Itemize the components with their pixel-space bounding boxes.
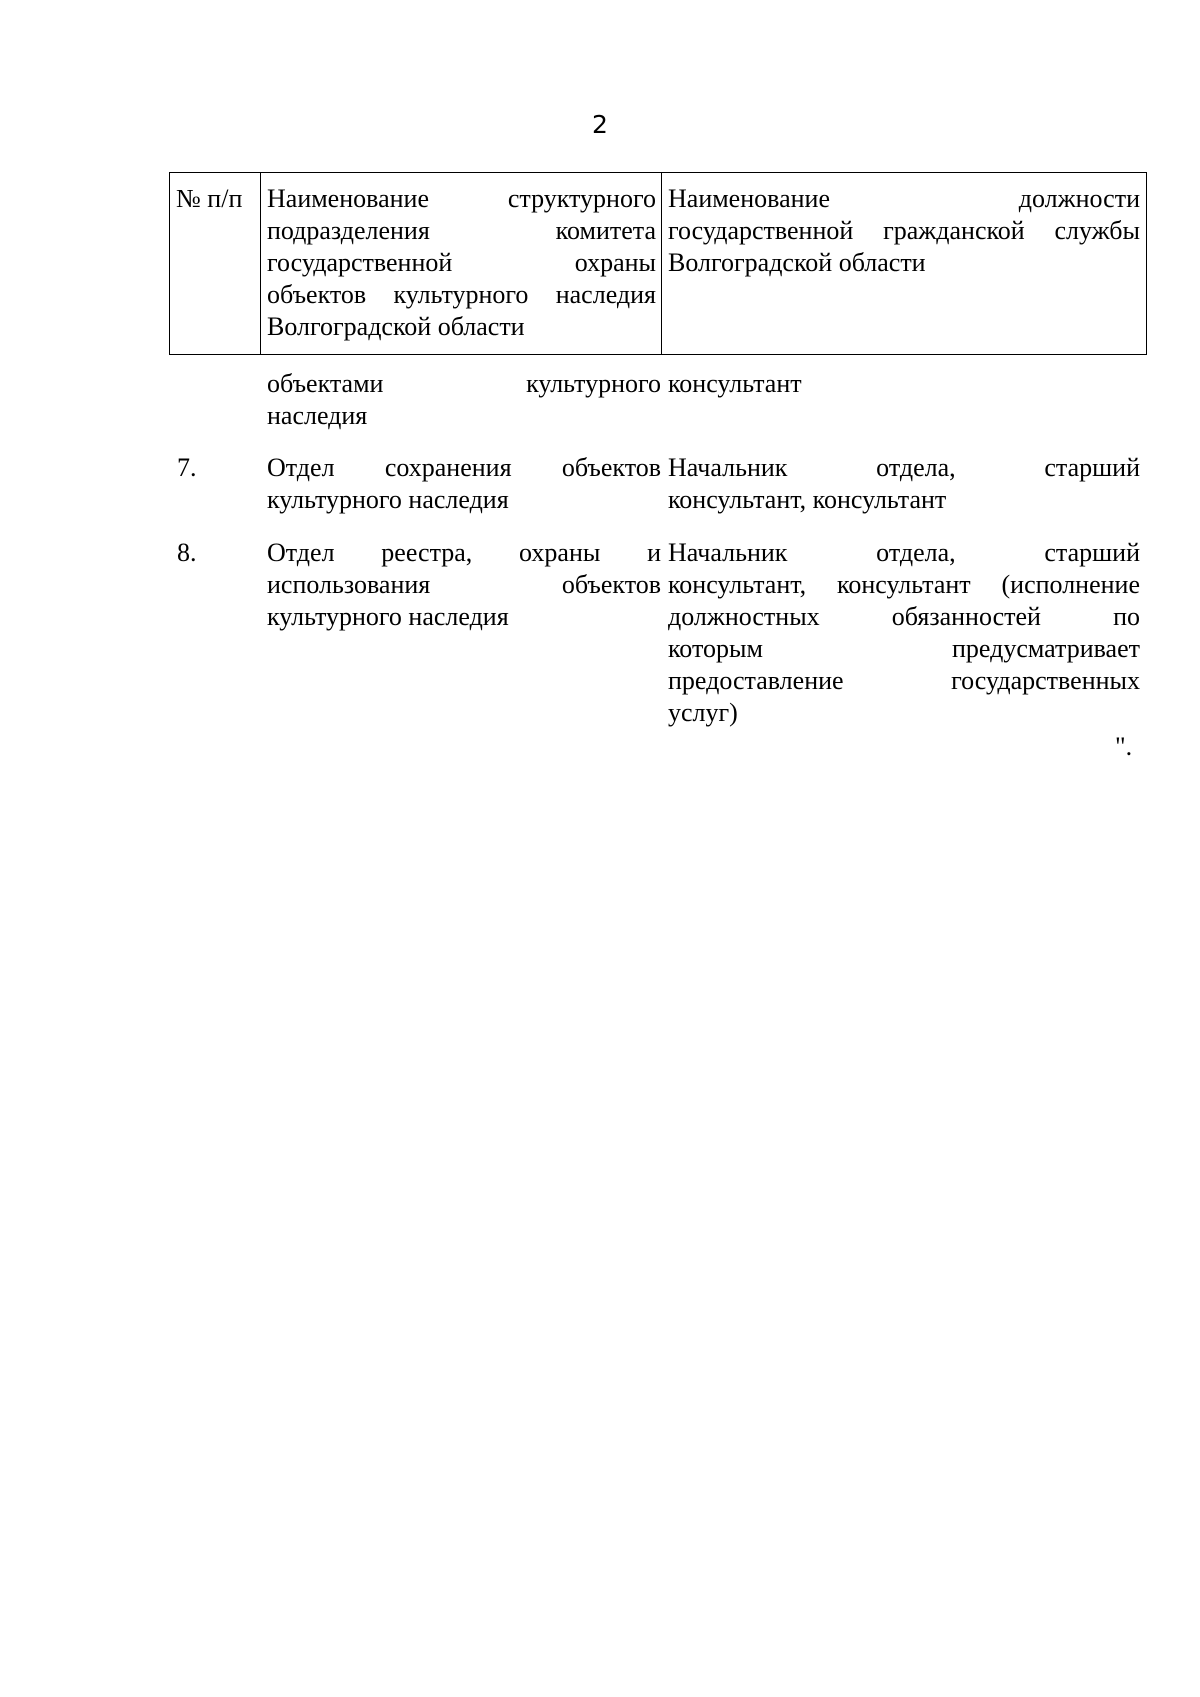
row-position-line: Начальник отдела, старший <box>668 538 1140 567</box>
row-position-line: услуг) <box>668 698 738 727</box>
header-position-line: Волгоградской области <box>668 248 926 277</box>
row-position-line: которым предусматривает <box>668 634 1140 663</box>
page-number: 2 <box>592 110 608 139</box>
row-unit-line: культурного наследия <box>267 485 509 514</box>
header-unit-cell <box>267 183 656 343</box>
header-unit-line: Волгоградской области <box>267 312 525 341</box>
row-position-line: консультант, консультант (исполнение <box>668 570 1140 599</box>
row-unit-line: объектами культурного <box>267 369 661 398</box>
row-position-line: Начальник отдела, старший <box>668 453 1140 482</box>
column-divider <box>260 173 261 354</box>
header-unit-line: государственной охраны <box>267 248 656 277</box>
header-unit-line: Наименование структурного <box>267 184 656 213</box>
row-unit-line: наследия <box>267 401 368 430</box>
header-position-cell <box>668 183 1140 279</box>
row-position-cell <box>668 452 1140 516</box>
row-unit-line: культурного наследия <box>267 602 509 631</box>
header-unit-line: объектов культурного наследия <box>267 280 656 309</box>
row-number: 8. <box>177 538 197 567</box>
header-number-cell: № п/п <box>176 184 243 213</box>
row-position-cell <box>668 537 1140 729</box>
row-unit-cell <box>267 368 661 432</box>
row-number: 7. <box>177 453 197 482</box>
row-position-cell <box>668 368 1140 400</box>
closing-quote-mark: ". <box>1115 732 1133 761</box>
row-position-line: консультант, консультант <box>668 485 947 514</box>
header-position-line: Наименование должности <box>668 184 1140 213</box>
header-position-line: государственной гражданской службы <box>668 216 1140 245</box>
row-unit-line: использования объектов <box>267 570 661 599</box>
header-unit-line: подразделения комитета <box>267 216 656 245</box>
row-position-line: предоставление государственных <box>668 666 1140 695</box>
row-position-line: должностных обязанностей по <box>668 602 1140 631</box>
table-header <box>169 172 1147 355</box>
row-position-line: консультант <box>668 369 802 398</box>
column-divider <box>661 173 662 354</box>
row-unit-line: Отдел сохранения объектов <box>267 453 661 482</box>
row-unit-cell <box>267 452 661 516</box>
row-unit-line: Отдел реестра, охраны и <box>267 538 661 567</box>
row-unit-cell <box>267 537 661 633</box>
